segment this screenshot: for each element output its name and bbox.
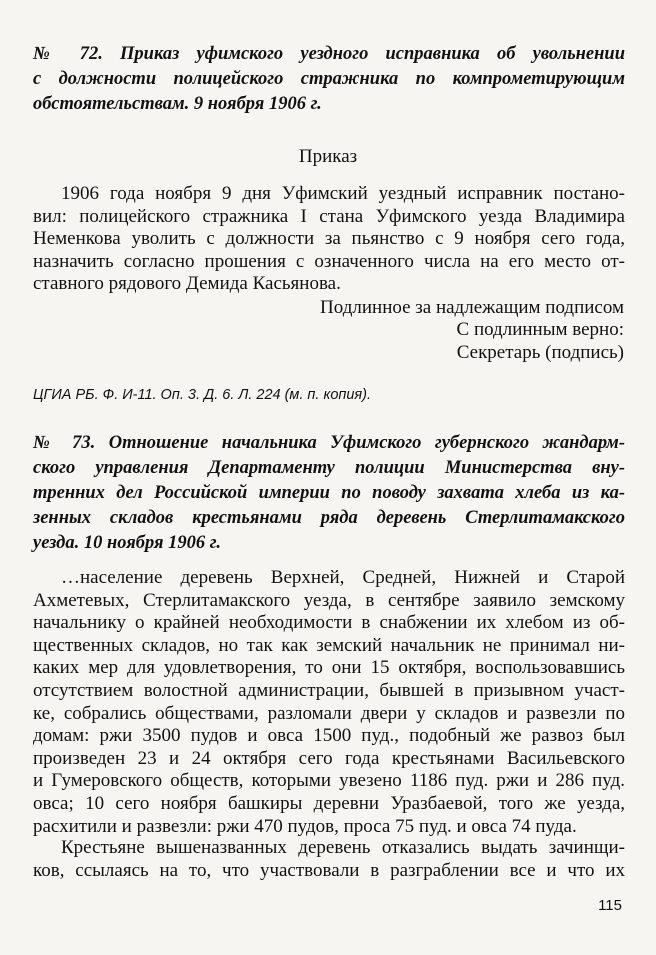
heading-line: с должности полицейского стражника по компрометирующим — [33, 69, 625, 89]
signature-line-secretary: Секретарь (подпись) — [456, 342, 624, 363]
body-line: начальнику о крайней необходимости в снабжении их хлебом из об- — [33, 612, 625, 634]
heading-line: ского управления Департаменту полиции Министерства вну- — [33, 458, 625, 478]
document-73-paragraph-1 — [33, 567, 625, 838]
heading-line: тренних дел Российской империи по поводу захвата хлеба из ка- — [33, 483, 625, 503]
heading-line: № 73. Отношение начальника Уфимского губернского жандарм- — [33, 433, 625, 453]
body-line: …население деревень Верхней, Средней, Нижней и Старой — [61, 567, 625, 588]
body-line: 1906 года ноября 9 дня Уфимский уездный исправник постано- — [61, 183, 625, 204]
body-line: ке, собрались обществами, разломали двери у складов и развезли по — [33, 702, 625, 724]
heading-line: обстоятельствам. 9 ноября 1906 г. — [33, 94, 322, 114]
body-line: Ахметевых, Стерлитамакского уезда, в сентябре заявило земскому — [33, 589, 625, 611]
body-line: вил: полицейского стражника I стана Уфимского уезда Владимира — [33, 205, 625, 227]
document-72-heading — [33, 42, 625, 117]
body-line: отсутствием волостной администрации, бывшей в призывном участ- — [33, 679, 625, 701]
document-72-body — [33, 183, 625, 296]
body-line: домам: ржи 3500 пудов и овса 1500 пуд., подобный же развоз был — [33, 725, 625, 747]
body-line: ков, ссылаясь на то, что участвовали в разграблении все и что их — [33, 859, 625, 881]
body-line: щественных складов, но так как земский начальник не принимал ни- — [33, 634, 625, 656]
body-line: и Гумеровского обществ, которыми увезено 1186 пуд. ржи и 286 пуд. — [33, 770, 625, 792]
body-line: назначить согласно прошения с означенного числа на его место от- — [33, 250, 625, 272]
heading-line: уезда. 10 ноября 1906 г. — [33, 533, 221, 553]
archive-source-reference: ЦГИА РБ. Ф. И-11. Оп. 3. Д. 6. Л. 224 (м. п. копия). — [33, 387, 372, 403]
signature-line-certified: С подлинным верно: — [456, 319, 624, 340]
body-line: расхитили и развезли: ржи 470 пудов, проса 75 пуд. и овса 74 пуда. — [33, 815, 577, 837]
body-line: Неменкова уволить с должности за пьянство с 9 ноября сего года, — [33, 228, 625, 250]
document-73-heading — [33, 431, 625, 556]
body-line: произведен 23 и 24 октября сего года крестьянами Васильевского — [33, 747, 625, 769]
heading-line: зенных складов крестьянами ряда деревень Стерлитамакского — [33, 508, 625, 528]
body-line: ставного рядового Демида Касьянова. — [33, 273, 341, 295]
heading-line: № 72. Приказ уфимского уездного исправника об увольнении — [33, 44, 625, 64]
signature-line-original: Подлинное за надлежащим подписом — [320, 297, 624, 318]
document-73-paragraph-2 — [33, 837, 625, 882]
page-number: 115 — [598, 897, 622, 914]
body-line: Крестьяне вышеназванных деревень отказались выдать зачинщи- — [61, 837, 625, 858]
body-line: каких мер для удовлетворения, то они 15 октября, воспользовавшись — [33, 657, 625, 679]
order-title: Приказ — [298, 146, 358, 167]
body-line: овса; 10 сего ноября башкиры деревни Уразбаевой, того же уезда, — [33, 792, 625, 814]
